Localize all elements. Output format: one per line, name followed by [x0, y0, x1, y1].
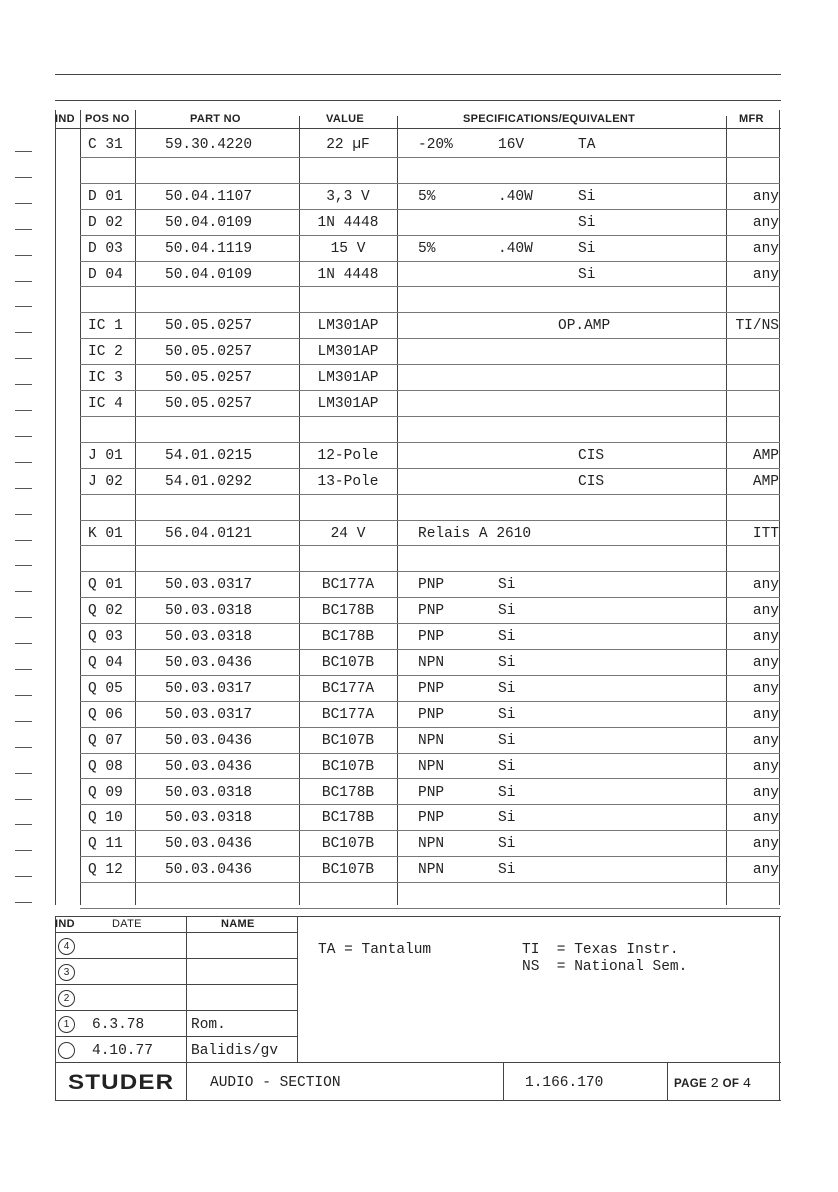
- cell-value: 12-Pole: [317, 448, 379, 464]
- margin-tick: [15, 384, 32, 385]
- footer-line: [186, 916, 187, 1062]
- cell-rating: Si: [498, 707, 516, 723]
- cell-part: 50.05.0257: [165, 344, 253, 360]
- row-rule: [80, 856, 780, 857]
- revision-index-icon: 3: [58, 964, 75, 981]
- cell-tol: PNP: [418, 785, 445, 801]
- cell-pos: C 31: [88, 137, 123, 153]
- header-bottom-rule: [55, 128, 781, 129]
- cell-value: BC178B: [321, 629, 375, 645]
- of-label: OF: [722, 1078, 740, 1090]
- cell-pos: K 01: [88, 526, 123, 542]
- footer-header-date: DATE: [112, 918, 142, 930]
- cell-type: Si: [578, 215, 596, 231]
- margin-tick: [15, 436, 32, 437]
- note-tantalum: TA = Tantalum: [318, 942, 432, 958]
- footer-rule: [55, 932, 298, 933]
- cell-pos: D 01: [88, 189, 123, 205]
- cell-pos: IC 1: [88, 318, 123, 334]
- cell-mfr: any: [752, 655, 779, 671]
- cell-value: LM301AP: [317, 370, 379, 386]
- cell-rating: Si: [498, 810, 516, 826]
- cell-rating: 16V: [498, 137, 525, 153]
- revision-name: Rom.: [191, 1017, 226, 1033]
- cell-value: BC107B: [321, 862, 375, 878]
- row-rule: [80, 545, 780, 546]
- cell-rating: Si: [498, 759, 516, 775]
- cell-tol: NPN: [418, 836, 445, 852]
- cell-value: BC178B: [321, 810, 375, 826]
- cell-mfr: AMP: [752, 474, 779, 490]
- row-rule: [80, 753, 780, 754]
- cell-mfr: any: [752, 577, 779, 593]
- cell-part: 50.05.0257: [165, 370, 253, 386]
- footer-top-rule: [55, 916, 781, 917]
- row-rule: [80, 312, 780, 313]
- margin-tick: [15, 747, 32, 748]
- margin-tick: [15, 643, 32, 644]
- margin-tick: [15, 281, 32, 282]
- cell-part: 50.04.1119: [165, 241, 253, 257]
- cell-part: 50.03.0318: [165, 810, 253, 826]
- margin-tick: [15, 255, 32, 256]
- title-block-line: [186, 1062, 187, 1100]
- margin-tick: [15, 151, 32, 152]
- row-rule: [80, 494, 780, 495]
- margin-tick: [15, 358, 32, 359]
- cell-value: BC177A: [321, 707, 375, 723]
- margin-tick: [15, 902, 32, 903]
- cell-value: 1N 4448: [317, 267, 379, 283]
- footer-rule: [55, 958, 298, 959]
- note-texas: TI = Texas Instr.: [522, 942, 679, 958]
- cell-mfr: any: [752, 733, 779, 749]
- cell-rating: Si: [498, 629, 516, 645]
- revision-date: 6.3.78: [92, 1017, 145, 1033]
- cell-mfr: any: [752, 681, 779, 697]
- row-rule: [80, 727, 780, 728]
- cell-pos: Q 07: [88, 733, 123, 749]
- cell-pos: Q 01: [88, 577, 123, 593]
- cell-mfr: any: [752, 785, 779, 801]
- row-rule: [80, 675, 780, 676]
- margin-tick: [15, 462, 32, 463]
- cell-part: 59.30.4220: [165, 137, 253, 153]
- cell-part: 50.03.0317: [165, 577, 253, 593]
- page-indicator: [674, 1076, 751, 1092]
- cell-pos: Q 10: [88, 810, 123, 826]
- cell-rating: .40W: [498, 189, 533, 205]
- row-rule: [80, 209, 780, 210]
- revision-index-icon: 4: [58, 938, 75, 955]
- col-line: [779, 110, 780, 905]
- cell-value: 1N 4448: [317, 215, 379, 231]
- title-block-bottom-rule: [55, 1100, 781, 1101]
- cell-part: 50.03.0436: [165, 655, 253, 671]
- cell-part: 50.05.0257: [165, 396, 253, 412]
- cell-pos: D 03: [88, 241, 123, 257]
- cell-value: BC178B: [321, 603, 375, 619]
- cell-pos: IC 4: [88, 396, 123, 412]
- cell-part: 50.04.0109: [165, 215, 253, 231]
- note-national: NS = National Sem.: [522, 959, 688, 975]
- cell-value: LM301AP: [317, 344, 379, 360]
- cell-value: BC107B: [321, 655, 375, 671]
- row-rule: [80, 804, 780, 805]
- row-rule: [80, 286, 780, 287]
- cell-value: 15 V: [330, 241, 366, 257]
- cell-value: BC177A: [321, 577, 375, 593]
- row-rule: [80, 520, 780, 521]
- cell-type: Si: [578, 241, 596, 257]
- cell-mfr: ITT: [752, 526, 779, 542]
- cell-pos: Q 08: [88, 759, 123, 775]
- cell-pos: IC 2: [88, 344, 123, 360]
- doc-number: 1.166.170: [525, 1075, 604, 1091]
- margin-tick: [15, 824, 32, 825]
- row-rule: [80, 830, 780, 831]
- footer-rule: [55, 1036, 298, 1037]
- cell-mfr: any: [752, 759, 779, 775]
- row-rule: [80, 183, 780, 184]
- cell-pos: Q 06: [88, 707, 123, 723]
- cell-pos: J 02: [88, 474, 123, 490]
- margin-tick: [15, 203, 32, 204]
- revision-index-icon: [58, 1042, 75, 1059]
- cell-part: 50.03.0317: [165, 707, 253, 723]
- margin-tick: [15, 514, 32, 515]
- revision-name: Balidis/gv: [191, 1043, 279, 1059]
- col-header-specs: SPECIFICATIONS/EQUIVALENT: [463, 113, 636, 125]
- cell-pos: IC 3: [88, 370, 123, 386]
- page-label: PAGE: [674, 1078, 707, 1090]
- cell-tol: 5%: [418, 189, 436, 205]
- cell-tol: PNP: [418, 629, 445, 645]
- title-block-line: [503, 1062, 504, 1100]
- cell-part: 50.03.0318: [165, 785, 253, 801]
- cell-type: TA: [578, 137, 596, 153]
- footer-header-name: NAME: [221, 918, 255, 930]
- col-header-mfr: MFR: [739, 113, 764, 125]
- cell-pos: Q 09: [88, 785, 123, 801]
- margin-tick: [15, 617, 32, 618]
- col-line: [80, 110, 81, 905]
- row-rule: [80, 442, 780, 443]
- cell-mfr: any: [752, 215, 779, 231]
- margin-tick: [15, 565, 32, 566]
- cell-tol: 5%: [418, 241, 436, 257]
- margin-tick: [15, 306, 32, 307]
- cell-value: 22 µF: [326, 137, 370, 153]
- cell-part: 50.03.0436: [165, 733, 253, 749]
- footer-line: [297, 916, 298, 1062]
- cell-part: 50.03.0436: [165, 862, 253, 878]
- cell-value: LM301AP: [317, 396, 379, 412]
- margin-tick: [15, 721, 32, 722]
- row-rule: [80, 649, 780, 650]
- col-header-value: VALUE: [326, 113, 364, 125]
- cell-mfr: any: [752, 189, 779, 205]
- cell-value: LM301AP: [317, 318, 379, 334]
- col-header-ind: IND: [55, 113, 75, 125]
- cell-mfr: any: [752, 836, 779, 852]
- cell-pos: Q 05: [88, 681, 123, 697]
- margin-tick: [15, 695, 32, 696]
- cell-mfr: any: [752, 241, 779, 257]
- studer-logo: STUDER: [68, 1071, 175, 1094]
- cell-rating: .40W: [498, 241, 533, 257]
- col-header-part-no: PART NO: [190, 113, 241, 125]
- cell-rating: Si: [498, 681, 516, 697]
- row-rule: [80, 364, 780, 365]
- cell-tol: PNP: [418, 603, 445, 619]
- cell-part: 50.03.0318: [165, 629, 253, 645]
- col-line: [135, 110, 136, 905]
- revision-index-icon: 2: [58, 990, 75, 1007]
- cell-tol: NPN: [418, 759, 445, 775]
- cell-tol: Relais A 2610: [418, 526, 532, 542]
- footer-line: [55, 916, 56, 1101]
- row-rule: [80, 908, 780, 909]
- page-total: 4: [742, 1076, 752, 1092]
- margin-tick: [15, 229, 32, 230]
- revision-date: 4.10.77: [92, 1043, 153, 1059]
- top-rule: [55, 74, 781, 75]
- cell-part: 54.01.0215: [165, 448, 253, 464]
- cell-tol: PNP: [418, 681, 445, 697]
- cell-rating: Si: [498, 655, 516, 671]
- cell-pos: Q 11: [88, 836, 123, 852]
- footer-rule: [55, 1010, 298, 1011]
- cell-part: 50.03.0436: [165, 836, 253, 852]
- cell-rating: Si: [498, 836, 516, 852]
- row-rule: [80, 416, 780, 417]
- margin-tick: [15, 177, 32, 178]
- cell-type: Si: [578, 267, 596, 283]
- cell-pos: Q 02: [88, 603, 123, 619]
- cell-rating: Si: [498, 577, 516, 593]
- margin-tick: [15, 540, 32, 541]
- col-header-pos-no: POS NO: [85, 113, 130, 125]
- margin-tick: [15, 799, 32, 800]
- cell-tol: PNP: [418, 577, 445, 593]
- row-rule: [80, 338, 780, 339]
- cell-rating: Si: [498, 785, 516, 801]
- cell-tol: PNP: [418, 707, 445, 723]
- cell-value: BC107B: [321, 759, 375, 775]
- cell-tol: PNP: [418, 810, 445, 826]
- cell-mfr: any: [752, 810, 779, 826]
- cell-mfr: any: [752, 707, 779, 723]
- footer-line: [779, 916, 780, 1101]
- cell-pos: J 01: [88, 448, 123, 464]
- margin-tick: [15, 669, 32, 670]
- row-rule: [80, 882, 780, 883]
- cell-tol: NPN: [418, 733, 445, 749]
- row-rule: [80, 701, 780, 702]
- row-rule: [80, 157, 780, 158]
- footer-rule: [55, 984, 298, 985]
- col-line: [55, 110, 56, 905]
- cell-value: 3,3 V: [326, 189, 370, 205]
- cell-part: 50.03.0436: [165, 759, 253, 775]
- cell-part: 50.03.0318: [165, 603, 253, 619]
- cell-tol: NPN: [418, 862, 445, 878]
- cell-part: 50.05.0257: [165, 318, 253, 334]
- margin-tick: [15, 410, 32, 411]
- cell-tol: NPN: [418, 655, 445, 671]
- revision-index-icon: 1: [58, 1016, 75, 1033]
- cell-rating: Si: [498, 733, 516, 749]
- title-block-rule: [55, 1062, 781, 1063]
- cell-pos: D 04: [88, 267, 123, 283]
- margin-tick: [15, 876, 32, 877]
- cell-type: OP.AMP: [558, 318, 611, 334]
- cell-mfr: any: [752, 603, 779, 619]
- cell-tol: -20%: [418, 137, 453, 153]
- cell-value: BC107B: [321, 733, 375, 749]
- cell-pos: D 02: [88, 215, 123, 231]
- row-rule: [80, 235, 780, 236]
- cell-part: 50.04.1107: [165, 189, 253, 205]
- row-rule: [80, 468, 780, 469]
- cell-part: 50.04.0109: [165, 267, 253, 283]
- cell-part: 54.01.0292: [165, 474, 253, 490]
- row-rule: [80, 390, 780, 391]
- cell-type: CIS: [578, 448, 605, 464]
- title-block-line: [667, 1062, 668, 1100]
- cell-pos: Q 03: [88, 629, 123, 645]
- cell-rating: Si: [498, 603, 516, 619]
- cell-part: 50.03.0317: [165, 681, 253, 697]
- margin-tick: [15, 850, 32, 851]
- row-rule: [80, 261, 780, 262]
- footer-header-ind: IND: [55, 918, 75, 930]
- cell-value: BC107B: [321, 836, 375, 852]
- section-title: AUDIO - SECTION: [210, 1075, 341, 1091]
- cell-rating: Si: [498, 862, 516, 878]
- cell-mfr: any: [752, 862, 779, 878]
- row-rule: [80, 597, 780, 598]
- cell-pos: Q 04: [88, 655, 123, 671]
- cell-value: BC178B: [321, 785, 375, 801]
- cell-type: Si: [578, 189, 596, 205]
- margin-tick: [15, 773, 32, 774]
- row-rule: [80, 623, 780, 624]
- margin-tick: [15, 332, 32, 333]
- cell-type: CIS: [578, 474, 605, 490]
- row-rule: [80, 778, 780, 779]
- cell-value: BC177A: [321, 681, 375, 697]
- cell-value: 24 V: [330, 526, 366, 542]
- row-rule: [80, 571, 780, 572]
- cell-mfr: AMP: [752, 448, 779, 464]
- cell-mfr: any: [752, 629, 779, 645]
- cell-part: 56.04.0121: [165, 526, 253, 542]
- margin-tick: [15, 488, 32, 489]
- page-num: 2: [710, 1076, 720, 1092]
- cell-mfr: TI/NS: [735, 318, 779, 334]
- header-top-rule: [55, 100, 781, 101]
- cell-mfr: any: [752, 267, 779, 283]
- cell-pos: Q 12: [88, 862, 123, 878]
- margin-tick: [15, 591, 32, 592]
- cell-value: 13-Pole: [317, 474, 379, 490]
